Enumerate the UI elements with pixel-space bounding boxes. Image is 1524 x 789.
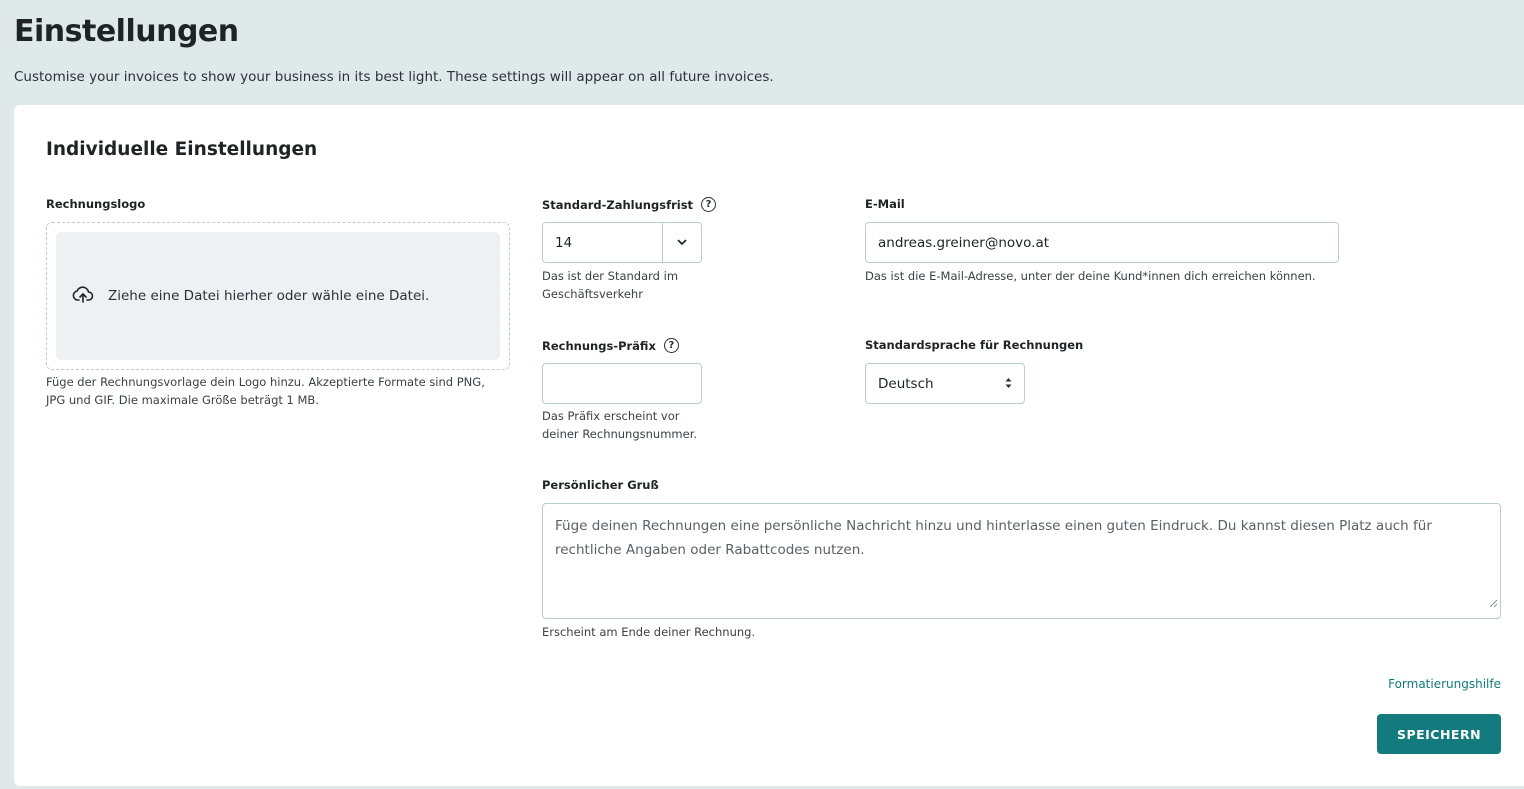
logo-dropzone-inner[interactable]	[56, 232, 500, 360]
prefix-field[interactable]	[542, 363, 702, 404]
save-button[interactable]: SPEICHERN	[1377, 714, 1501, 754]
email-field[interactable]	[865, 222, 1339, 263]
payment-term-value: 14	[555, 234, 573, 251]
sort-arrows-icon	[1005, 377, 1012, 389]
email-label-text: E-Mail	[865, 197, 905, 211]
email-hint: Das ist die E-Mail-Adresse, unter der deine Kund*innen dich erreichen können.	[865, 269, 1316, 283]
greeting-label	[542, 478, 659, 492]
section-title: Individuelle Einstellungen	[46, 139, 318, 160]
formatting-help-link[interactable]: Formatierungshilfe	[1388, 677, 1501, 691]
resize-grip-icon[interactable]	[1488, 592, 1498, 616]
prefix-hint: Das Präfix erscheint vor deiner Rechnungsnummer.	[542, 409, 698, 441]
payment-term-select[interactable]	[542, 222, 702, 263]
prefix-label	[542, 338, 679, 353]
greeting-placeholder: Füge deinen Rechnungen eine persönliche Nachricht hinzu und hinterlasse einen guten Eindruck. Du kannst diesen Platz auch für rechtliche Angaben oder Rabattcodes nutzen.	[555, 518, 1432, 558]
logo-label	[46, 197, 145, 211]
payment-term-label	[542, 197, 716, 212]
language-label-text: Standardsprache für Rechnungen	[865, 338, 1084, 352]
logo-hint: Füge der Rechnungsvorlage dein Logo hinzu. Akzeptierte Formate sind PNG, JPG und GIF. Die maximale Größe beträgt 1 MB.	[46, 375, 485, 407]
greeting-textarea[interactable]	[542, 503, 1501, 619]
page-subtitle: Customise your invoices to show your business in its best light. These settings will appear on all future invoices.	[14, 69, 774, 85]
payment-term-label-text: Standard-Zahlungsfrist	[542, 197, 694, 212]
prefix-label-text: Rechnungs-Präfix	[542, 338, 656, 353]
logo-label-text: Rechnungslogo	[46, 197, 146, 211]
language-label	[865, 338, 1083, 352]
help-icon[interactable]: ?	[701, 197, 716, 212]
language-value: Deutsch	[878, 375, 934, 392]
upload-cloud-icon	[72, 284, 94, 308]
language-select[interactable]	[865, 363, 1025, 404]
page-title: Einstellungen	[14, 14, 239, 49]
dropzone-text: Ziehe eine Datei hierher oder wähle eine Datei.	[108, 288, 430, 304]
help-icon[interactable]: ?	[664, 338, 679, 353]
logo-dropzone[interactable]	[46, 222, 510, 370]
greeting-hint: Erscheint am Ende deiner Rechnung.	[542, 625, 756, 639]
chevron-down-icon[interactable]	[662, 223, 701, 262]
email-value: andreas.greiner@novo.at	[878, 234, 1050, 251]
payment-term-hint: Das ist der Standard im Geschäftsverkehr	[542, 269, 679, 301]
email-label	[865, 197, 905, 211]
greeting-label-text: Persönlicher Gruß	[542, 478, 659, 492]
settings-card	[14, 105, 1524, 786]
